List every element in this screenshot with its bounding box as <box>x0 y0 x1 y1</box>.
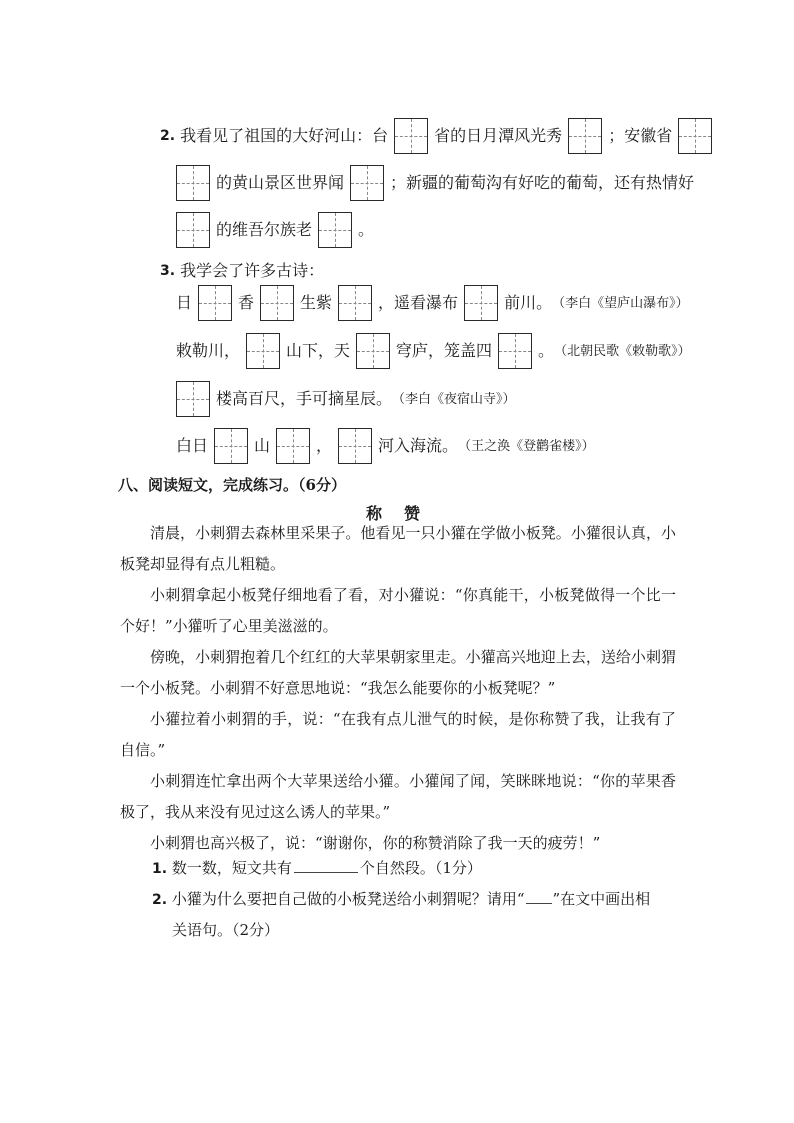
poem-line-4 <box>176 428 595 464</box>
poem-text: 河入海流。 <box>378 436 459 455</box>
answer-box[interactable] <box>176 381 210 417</box>
q2-text: 省的日月潭风光秀 <box>434 126 563 145</box>
poem-text: 香 <box>238 293 255 312</box>
question-text: 个自然段。（1分） <box>359 859 482 877</box>
question-text: 数一数，短文共有 <box>171 859 292 877</box>
answer-box[interactable] <box>498 333 532 369</box>
q2-line1 <box>160 118 718 154</box>
q3-intro-text: 我学会了许多古诗： <box>180 260 325 280</box>
poem-text: ， <box>316 436 333 455</box>
paragraph: 小刺猬连忙拿出两个大苹果送给小獾。小獾闻了闻，笑眯眯地说：“你的苹果香极了，我从来没有见过这么诱人的苹果。” <box>120 772 676 821</box>
q2-text: 。 <box>358 220 375 239</box>
q2-text: ；安徽省 <box>608 126 673 145</box>
section-heading: 八、阅读短文，完成练习。（6分） <box>118 476 346 494</box>
paragraph: 小刺猬也高兴极了，说：“谢谢你，你的称赞消除了我一天的疲劳！” <box>150 834 601 852</box>
paragraph: 傍晚，小刺猬抱着几个红红的大苹果朝家里走。小獾高兴地迎上去，送给小刺猬一个小板凳。小刺猬不好意思地说：“我怎么能要你的小板凳呢？” <box>120 648 676 697</box>
poem-text: 楼高百尺，手可摘星辰。 <box>216 389 393 408</box>
poem-source: （北朝民歌《敕勒歌》） <box>554 343 691 359</box>
poem-source: （王之涣《登鹳雀楼》） <box>458 438 595 454</box>
answer-box[interactable] <box>214 428 248 464</box>
poem-text: 生紫 <box>300 293 333 312</box>
poem-text: 。 <box>538 341 555 360</box>
poem-text: 前川。 <box>504 293 553 312</box>
answer-blank[interactable] <box>294 858 358 873</box>
poem-text: 山下，天 <box>286 341 351 360</box>
underline-mark <box>526 894 552 904</box>
answer-box[interactable] <box>394 118 428 154</box>
reading-question-2-cont: 关语句。（2分） <box>172 921 280 939</box>
question-text: ”在文中画出相 <box>552 890 651 908</box>
q3-number: 3. <box>160 262 176 279</box>
answer-box[interactable] <box>260 285 294 321</box>
q2-text: 的维吾尔族老 <box>216 220 313 239</box>
answer-box[interactable] <box>568 118 602 154</box>
poem-source: （李白《望庐山瀑布》） <box>552 295 689 311</box>
reading-question-2 <box>152 884 650 916</box>
poem-line-3 <box>176 381 516 417</box>
paragraph: 小獾拉着小刺猬的手，说：“在我有点儿泄气的时候，是你称赞了我，让我有了自信。” <box>120 710 676 759</box>
passage-title: 称赞 <box>366 504 443 523</box>
poem-text: 日 <box>176 293 193 312</box>
answer-box[interactable] <box>464 285 498 321</box>
poem-text: 敕勒川， <box>176 341 241 360</box>
q3-intro <box>160 262 324 279</box>
answer-box[interactable] <box>176 212 210 248</box>
q2-text: ；新疆的葡萄沟有好吃的葡萄，还有热情好 <box>390 173 695 192</box>
answer-box[interactable] <box>338 285 372 321</box>
question-text: 小獾为什么要把自己做的小板凳送给小刺猬呢？请用“ <box>171 890 525 908</box>
poem-text: 山 <box>254 436 271 455</box>
reading-question-1 <box>152 853 482 885</box>
question-number: 2. <box>152 892 168 908</box>
poem-text: 穹庐，笼盖四 <box>396 341 493 360</box>
q2-line2 <box>170 165 694 201</box>
q2-text: 的黄山景区世界闻 <box>216 173 345 192</box>
poem-line-2 <box>176 333 691 369</box>
q2-text: 我看见了祖国的大好河山：台 <box>180 126 389 145</box>
answer-box[interactable] <box>246 333 280 369</box>
answer-box[interactable] <box>338 428 372 464</box>
poem-line-1 <box>176 285 689 321</box>
q2-number: 2. <box>160 128 176 144</box>
answer-box[interactable] <box>678 118 712 154</box>
answer-box[interactable] <box>350 165 384 201</box>
answer-box[interactable] <box>318 212 352 248</box>
answer-box[interactable] <box>276 428 310 464</box>
paragraph: 清晨，小刺猬去森林里采果子。他看见一只小獾在学做小板凳。小獾很认真，小板凳却显得有点儿粗糙。 <box>120 524 676 573</box>
answer-box[interactable] <box>198 285 232 321</box>
poem-text: 白日 <box>176 436 209 455</box>
poem-source: （李白《夜宿山寺》） <box>392 391 516 407</box>
answer-box[interactable] <box>356 333 390 369</box>
q2-line3 <box>170 212 374 248</box>
poem-text: ，遥看瀑布 <box>378 293 459 312</box>
paragraph: 小刺猬拿起小板凳仔细地看了看，对小獾说：“你真能干，小板凳做得一个比一个好！”小獾听了心里美滋滋的。 <box>120 586 676 635</box>
question-number: 1. <box>152 861 168 877</box>
answer-box[interactable] <box>176 165 210 201</box>
